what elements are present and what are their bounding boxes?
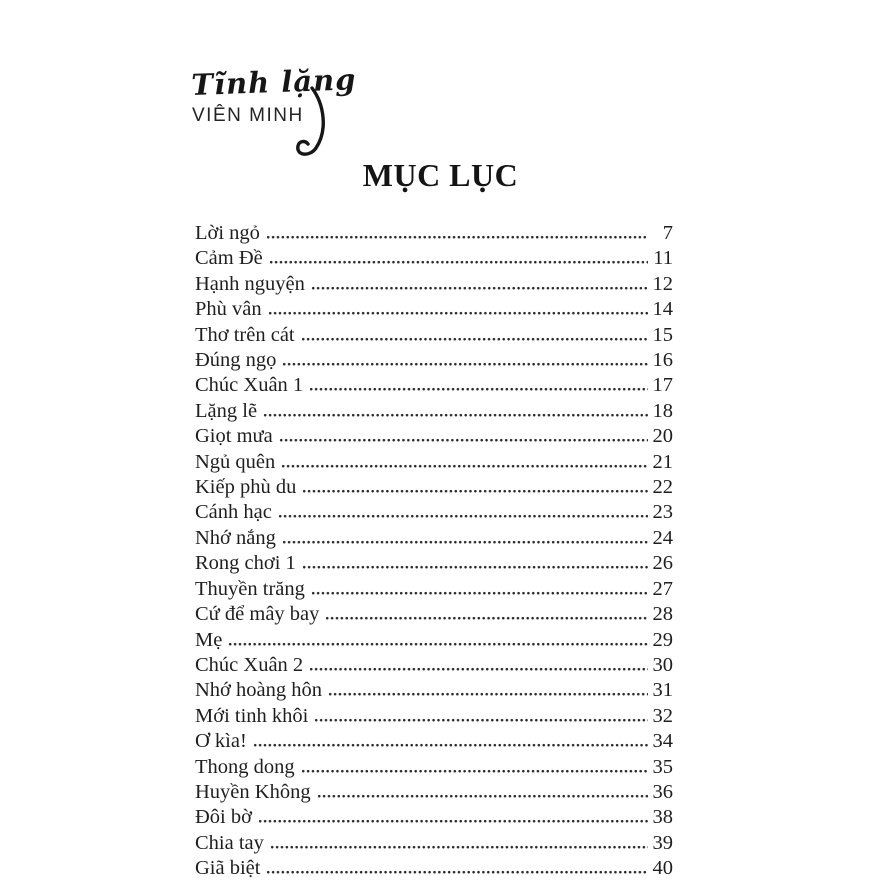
toc-entry xyxy=(195,729,673,754)
toc-entry-page: 31 xyxy=(652,679,673,702)
toc-entry-page: 20 xyxy=(652,425,673,448)
toc-entry-page: 29 xyxy=(652,628,673,651)
dot-leader xyxy=(311,590,648,595)
dot-leader xyxy=(266,869,648,874)
toc-entry-title: Cảm Đề xyxy=(195,247,263,270)
toc-entry xyxy=(195,246,673,271)
toc-entry-page: 40 xyxy=(652,857,673,880)
toc-entry-page: 36 xyxy=(652,780,673,803)
toc-entry xyxy=(195,704,673,729)
toc-entry-title: Nhớ hoàng hôn xyxy=(195,679,322,702)
toc-entry-title: Huyền Không xyxy=(195,780,311,803)
toc-entry-title: Kiếp phù du xyxy=(195,476,297,499)
toc-entry-title: Nhớ nắng xyxy=(195,526,276,549)
logo-brand-text: VIÊN MINH xyxy=(192,105,304,126)
toc-entry xyxy=(195,780,673,805)
dot-leader xyxy=(270,844,648,849)
toc-entry-page: 35 xyxy=(652,755,673,778)
logo-script-text: Tĩnh lặng xyxy=(190,62,357,102)
toc-entry-title: Cánh hạc xyxy=(195,501,272,524)
toc-entry xyxy=(195,399,673,424)
toc-entry xyxy=(195,348,673,373)
toc-entry xyxy=(195,577,673,602)
toc-entry-title: Thuyền trăng xyxy=(195,577,305,600)
toc-entry xyxy=(195,831,673,856)
toc-entry-title: Thơ trên cát xyxy=(195,323,295,346)
toc-entry xyxy=(195,856,673,881)
toc-entry-title: Giã biệt xyxy=(195,857,261,880)
dot-leader xyxy=(269,259,648,264)
toc-entry-page: 39 xyxy=(652,831,673,854)
toc-entry xyxy=(195,755,673,780)
dot-leader xyxy=(314,717,648,722)
dot-leader xyxy=(281,463,648,468)
toc-entry-page: 26 xyxy=(652,552,673,575)
toc-entry-page: 38 xyxy=(652,806,673,829)
dot-leader xyxy=(258,818,648,823)
toc-list xyxy=(195,221,673,882)
toc-entry-title: Chia tay xyxy=(195,831,264,854)
toc-entry-page: 27 xyxy=(652,577,673,600)
dot-leader xyxy=(263,412,648,417)
dot-leader xyxy=(301,336,648,341)
dot-leader xyxy=(301,768,648,773)
toc-entry xyxy=(195,424,673,449)
toc-entry-page: 17 xyxy=(652,374,673,397)
toc-entry-title: Đôi bờ xyxy=(195,806,252,829)
toc-entry xyxy=(195,323,673,348)
toc-entry-title: Lời ngỏ xyxy=(195,222,260,244)
toc-entry-title: Hạnh nguyện xyxy=(195,272,305,295)
toc-entry-title: Ngủ quên xyxy=(195,450,276,473)
toc-entry-page: 21 xyxy=(652,450,673,473)
dot-leader xyxy=(325,615,648,620)
toc-entry-title: Mẹ xyxy=(195,628,223,651)
toc-entry xyxy=(195,602,673,627)
toc-entry-title: Giọt mưa xyxy=(195,425,273,448)
toc-entry-title: Chúc Xuân 1 xyxy=(195,374,304,397)
toc-entry-title: Cứ để mây bay xyxy=(195,603,320,626)
toc-entry xyxy=(195,475,673,500)
toc-entry-page: 32 xyxy=(652,704,673,727)
toc-entry-page: 28 xyxy=(652,603,673,626)
toc-entry-page: 24 xyxy=(652,526,673,549)
toc-entry xyxy=(195,805,673,830)
page-title: MỤC LỤC xyxy=(362,157,519,193)
toc-entry-title: Đúng ngọ xyxy=(195,349,277,372)
toc-entry-page: 14 xyxy=(652,298,673,321)
toc-entry xyxy=(195,450,673,475)
toc-entry-page: 7 xyxy=(662,222,673,244)
dot-leader xyxy=(268,310,648,315)
toc-entry-page: 16 xyxy=(652,349,673,372)
dot-leader xyxy=(302,488,648,493)
dot-leader xyxy=(328,691,648,696)
toc-entry xyxy=(195,653,673,678)
toc-entry xyxy=(195,373,673,398)
dot-leader xyxy=(282,361,648,366)
dot-leader xyxy=(282,539,648,544)
dot-leader xyxy=(309,386,648,391)
toc-entry-title: Chúc Xuân 2 xyxy=(195,653,304,676)
dot-leader xyxy=(253,742,648,747)
toc-entry xyxy=(195,628,673,653)
toc-entry-page: 12 xyxy=(652,272,673,295)
dot-leader xyxy=(311,285,648,290)
toc-entry-title: Lặng lẽ xyxy=(195,399,258,422)
toc-entry-title: Rong chơi 1 xyxy=(195,552,296,575)
toc-entry xyxy=(195,500,673,525)
toc-entry-page: 23 xyxy=(652,501,673,524)
toc-entry-title: Thong dong xyxy=(195,755,295,778)
toc-entry xyxy=(195,551,673,576)
toc-entry xyxy=(195,272,673,297)
toc-entry-title: Mới tinh khôi xyxy=(195,704,309,727)
dot-leader xyxy=(317,793,648,798)
dot-leader xyxy=(266,234,648,239)
toc-entry-page: 34 xyxy=(652,730,673,753)
dot-leader xyxy=(279,437,648,442)
toc-entry-title: Ơ kìa! xyxy=(195,730,247,753)
toc-entry-page: 18 xyxy=(652,399,673,422)
toc-entry-page: 11 xyxy=(653,247,673,270)
toc-entry-title: Phù vân xyxy=(195,298,262,321)
toc-entry xyxy=(195,297,673,322)
toc-entry xyxy=(195,526,673,551)
toc-entry-page: 30 xyxy=(652,653,673,676)
toc-entry-page: 15 xyxy=(652,323,673,346)
dot-leader xyxy=(228,641,648,646)
dot-leader xyxy=(309,666,648,671)
toc-entry xyxy=(195,678,673,703)
publisher-logo xyxy=(190,62,357,127)
toc-entry-page: 22 xyxy=(652,476,673,499)
dot-leader xyxy=(278,513,648,518)
dot-leader xyxy=(302,564,648,569)
toc-entry xyxy=(195,221,673,246)
